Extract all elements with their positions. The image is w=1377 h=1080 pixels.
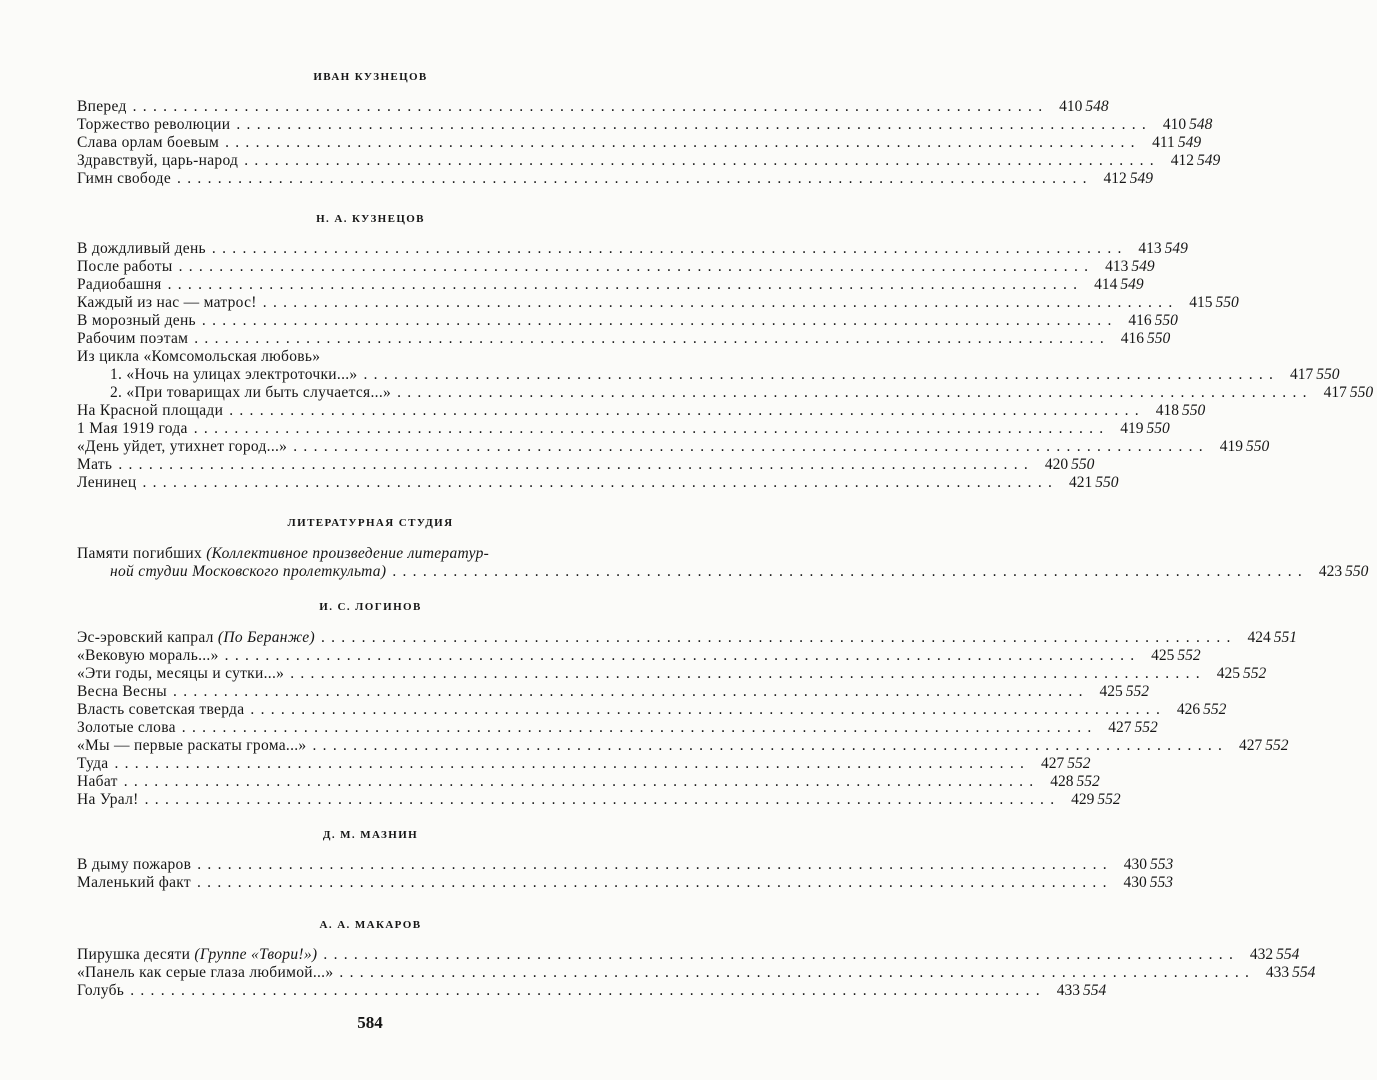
section-heading: И. С. ЛОГИНОВ (319, 601, 422, 613)
toc-entry: «Вековую мораль...» .......................................................................................... 425 552 (77, 647, 1201, 664)
toc-entry: «Эти годы, месяцы и сутки...» .......................................................................................... 425 552 (77, 665, 1267, 682)
dot-leader: .......................................................................................... (392, 563, 1309, 580)
toc-entry: Власть советская тверда .......................................................................................... 426 552 (77, 701, 1227, 718)
dot-leader: .......................................................................................... (201, 312, 1118, 329)
dot-leader: .......................................................................................... (262, 294, 1179, 311)
toc-entry: На Урал! .......................................................................................... 429 552 (77, 791, 1121, 808)
dot-leader: .......................................................................................... (320, 629, 1237, 646)
toc-entry: Слава орлам боевым .......................................................................................... 411 549 (77, 134, 1202, 151)
section-heading: А. А. МАКАРОВ (319, 919, 422, 931)
toc-entry: Туда .......................................................................................... 427 552 (77, 755, 1091, 772)
dot-leader: .......................................................................................... (323, 946, 1240, 963)
dot-leader: .......................................................................................... (197, 856, 1113, 873)
dot-leader: .......................................................................................... (250, 701, 1167, 718)
dot-leader: .......................................................................................... (194, 330, 1110, 347)
dot-leader: .......................................................................................... (225, 134, 1141, 151)
dot-leader: .......................................................................................... (142, 474, 1059, 491)
dot-leader: .......................................................................................... (177, 170, 1093, 187)
toc-entry: Радиобашня .......................................................................................... 414 549 (77, 276, 1144, 293)
toc-entry: Пирушка десяти (Группе «Твори!») .......................................................................................... 432 554 (77, 946, 1300, 963)
toc-entry: Здравствуй, царь-народ .......................................................................................... 412 549 (77, 152, 1221, 169)
section-heading: Н. А. КУЗНЕЦОВ (316, 213, 425, 225)
dot-leader: .......................................................................................... (193, 420, 1110, 437)
section-heading: Д. М. МАЗНИН (322, 829, 419, 841)
dot-leader: .......................................................................................... (290, 665, 1206, 682)
dot-leader: .......................................................................................... (293, 438, 1209, 455)
toc-entry: Каждый из нас — матрос! .......................................................................................... 415 550 (77, 294, 1239, 311)
dot-leader: .......................................................................................... (363, 366, 1280, 383)
toc-entry: В дождливый день .......................................................................................... 413 549 (77, 240, 1188, 257)
toc-entry-continuation: ной студии Московского пролеткульта) .......................................................................................... 423 550 (110, 563, 1369, 580)
dot-leader: .......................................................................................... (197, 874, 1113, 891)
toc-entry: 1 Мая 1919 года .......................................................................................... 419 550 (77, 420, 1170, 437)
dot-leader: .......................................................................................... (229, 402, 1145, 419)
toc-entry: Маленький факт .......................................................................................... 430 553 (77, 874, 1173, 891)
dot-leader: .......................................................................................... (114, 755, 1031, 772)
toc-entry: «День уйдет, утихнет город...» .......................................................................................... 419 550 (77, 438, 1270, 455)
toc-entry: Голубь .......................................................................................... 433 554 (77, 982, 1107, 999)
section-heading: ЛИТЕРАТУРНАЯ СТУДИЯ (287, 517, 454, 529)
dot-leader: .......................................................................................... (244, 152, 1160, 169)
dot-leader: .......................................................................................... (397, 384, 1313, 401)
toc-entry: Памяти погибших (Коллективное произведение литератур- (77, 545, 490, 562)
dot-leader: .......................................................................................... (236, 116, 1153, 133)
toc-entry: В морозный день .......................................................................................... 416 550 (77, 312, 1178, 329)
toc-entry: Весна Весны .......................................................................................... 425 552 (77, 683, 1150, 700)
toc-entry: 1. «Ночь на улицах электроточки...» .......................................................................................... 417 550 (110, 366, 1340, 383)
section-heading: ИВАН КУЗНЕЦОВ (313, 71, 428, 83)
dot-leader: .......................................................................................... (312, 737, 1229, 754)
dot-leader: .......................................................................................... (181, 719, 1098, 736)
toc-entry: На Красной площади .......................................................................................... 418 550 (77, 402, 1206, 419)
dot-leader: .......................................................................................... (224, 647, 1141, 664)
toc-cycle-heading: Из цикла «Комсомольская любовь» (77, 348, 321, 365)
toc-entry: В дыму пожаров .......................................................................................... 430 553 (77, 856, 1174, 873)
dot-leader: .......................................................................................... (211, 240, 1128, 257)
dot-leader: .......................................................................................... (130, 982, 1046, 999)
toc-entry: Мать .......................................................................................... 420 550 (77, 456, 1095, 473)
dot-leader: .......................................................................................... (118, 456, 1035, 473)
toc-entry: Набат .......................................................................................... 428 552 (77, 773, 1100, 790)
toc-entry: Ленинец .......................................................................................... 421 550 (77, 474, 1119, 491)
toc-entry: Рабочим поэтам .......................................................................................... 416 550 (77, 330, 1171, 347)
dot-leader: .......................................................................................... (178, 258, 1095, 275)
toc-entry: Торжество революции .......................................................................................... 410 548 (77, 116, 1213, 133)
toc-entry: 2. «При товарищах ли быть случается...» .......................................................................................... 417 550 (110, 384, 1374, 401)
toc-entry: «Мы — первые раскаты грома...» .......................................................................................... 427 552 (77, 737, 1289, 754)
dot-leader: .......................................................................................... (167, 276, 1084, 293)
dot-leader: .......................................................................................... (132, 98, 1049, 115)
toc-entry: После работы .......................................................................................... 413 549 (77, 258, 1155, 275)
toc-entry: Эс-эровский капрал (По Беранже) .......................................................................................... 424 551 (77, 629, 1297, 646)
toc-entry: Вперед .......................................................................................... 410 548 (77, 98, 1109, 115)
dot-leader: .......................................................................................... (339, 964, 1256, 981)
toc-entry: Гимн свободе .......................................................................................... 412 549 (77, 170, 1154, 187)
dot-leader: .......................................................................................... (123, 773, 1040, 790)
dot-leader: .......................................................................................... (173, 683, 1089, 700)
toc-entry: «Панель как серые глаза любимой...» .......................................................................................... 433 554 (77, 964, 1316, 981)
page-number: 584 (357, 1013, 383, 1032)
toc-entry: Золотые слова .......................................................................................... 427 552 (77, 719, 1158, 736)
dot-leader: .......................................................................................... (144, 791, 1061, 808)
